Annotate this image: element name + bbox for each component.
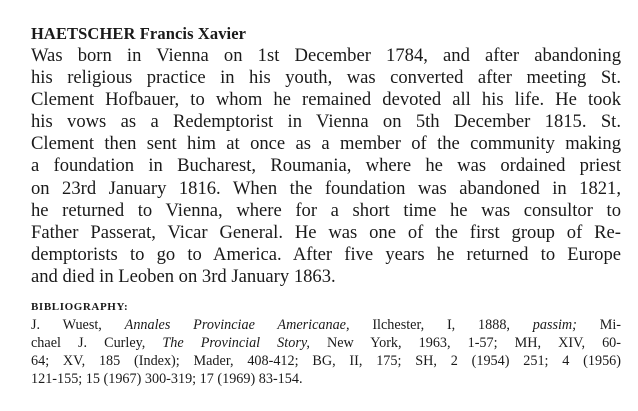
biblio-passim: passim; xyxy=(532,317,577,334)
body-line: he returned to Vienna, where for a short time he was consultor to xyxy=(31,199,621,221)
body-line: his religious practice in his youth, was converted after meeting St. xyxy=(31,67,621,89)
body-line: Father Passerat, Vicar General. He was one of the first group of Re- xyxy=(31,221,621,243)
body-line: and died in Leoben on 3rd January 1863. xyxy=(31,265,336,287)
body-line: demptorists to go to America. After five years he returned to Europe xyxy=(31,243,621,265)
entry-body xyxy=(31,45,621,288)
biblio-author: chael J. Curley, xyxy=(31,335,163,352)
bibliography-line: 64; XV, 185 (Index); Mader, 408-412; BG, II, 175; SH, 2 (1954) 251; 4 (1956) xyxy=(31,353,621,370)
bibliography-section xyxy=(31,300,621,388)
biblio-title: Annales Provinciae Americanae, xyxy=(124,317,350,334)
biblio-author: J. Wuest, xyxy=(31,317,125,334)
body-line: on 23rd January 1816. When the foundation was abandoned in 1821, xyxy=(31,177,621,199)
biblio-details: Mi- xyxy=(576,317,622,334)
biblio-details: Ilchester, I, 1888, xyxy=(349,317,533,334)
bibliography-line xyxy=(31,316,621,334)
bibliography-label: BIBLIOGRAPHY: xyxy=(31,301,129,314)
entry-heading xyxy=(31,23,621,45)
bibliography-line: 121-155; 15 (1967) 300-319; 17 (1969) 83-154. xyxy=(31,371,303,388)
body-line: Was born in Vienna on 1st December 1784, and after abandoning xyxy=(31,45,621,66)
bibliography-text xyxy=(31,316,621,388)
biblio-details: New York, 1963, 1-57; MH, XIV, 60- xyxy=(309,335,622,352)
body-line: Clement Hofbauer, to whom he remained devoted all his life. He took xyxy=(31,89,621,111)
body-line: a foundation in Bucharest, Roumania, where he was ordained priest xyxy=(31,155,621,177)
biblio-title: The Provincial Story, xyxy=(162,335,310,352)
dictionary-entry xyxy=(31,23,621,388)
entry-surname: HAETSCHER xyxy=(31,24,136,43)
bibliography-line xyxy=(31,334,621,352)
body-line: his vows as a Redemptorist in Vienna on 5th December 1815. St. xyxy=(31,111,621,133)
entry-given-names: Francis Xavier xyxy=(139,24,247,43)
body-line: Clement then sent him at once as a member of the community making xyxy=(31,133,621,155)
